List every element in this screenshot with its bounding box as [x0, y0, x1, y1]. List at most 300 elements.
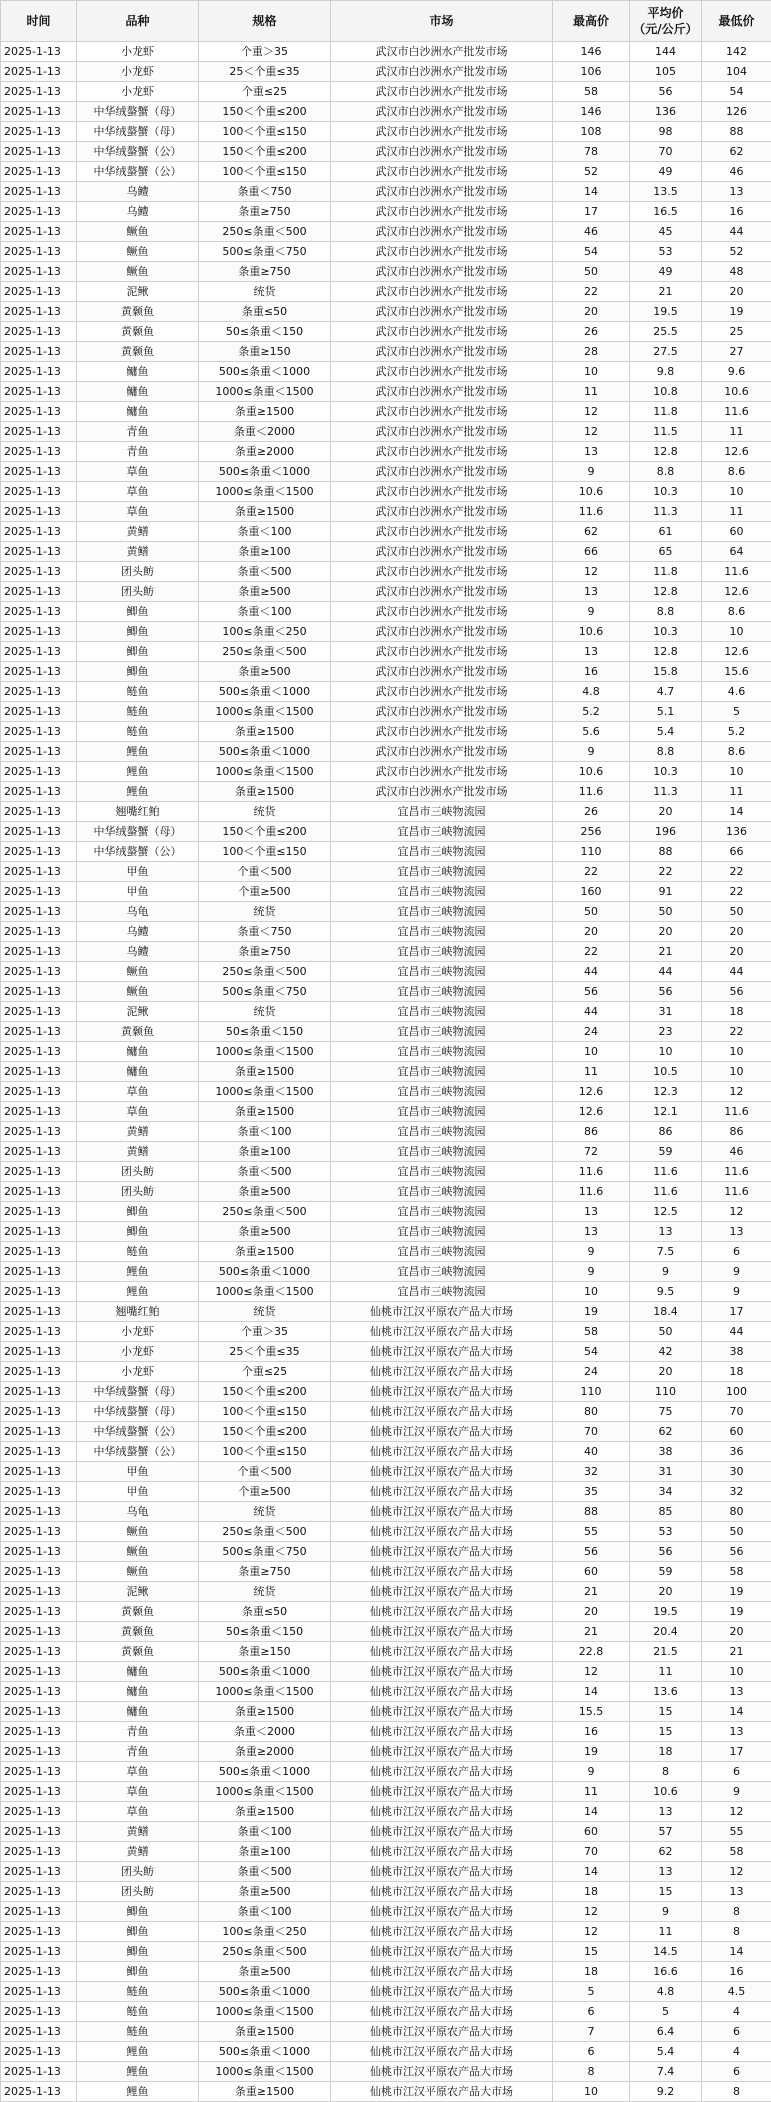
- cell-min-price: 10: [702, 1662, 771, 1682]
- cell-min-price: 17: [702, 1302, 771, 1322]
- cell-avg-price: 13: [630, 1862, 702, 1882]
- table-row: [1, 1122, 771, 1142]
- table-row: [1, 462, 771, 482]
- cell-market: 仙桃市江汉平原农产品大市场: [331, 1942, 553, 1962]
- cell-max-price: 55: [553, 1522, 630, 1542]
- cell-spec: 1000≤条重＜1500: [199, 1082, 331, 1102]
- cell-market: 武汉市白沙洲水产批发市场: [331, 482, 553, 502]
- cell-min-price: 22: [702, 1022, 771, 1042]
- cell-spec: 500≤条重＜1000: [199, 682, 331, 702]
- cell-max-price: 50: [553, 262, 630, 282]
- cell-spec: 100＜个重≤150: [199, 1442, 331, 1462]
- cell-min-price: 36: [702, 1442, 771, 1462]
- cell-avg-price: 5.4: [630, 2042, 702, 2062]
- cell-market: 武汉市白沙洲水产批发市场: [331, 462, 553, 482]
- cell-min-price: 9: [702, 1782, 771, 1802]
- cell-market: 宜昌市三峡物流园: [331, 842, 553, 862]
- cell-variety: 黄颡鱼: [77, 342, 199, 362]
- cell-spec: 统货: [199, 802, 331, 822]
- cell-time: 2025-1-13: [1, 562, 77, 582]
- cell-min-price: 11: [702, 502, 771, 522]
- cell-avg-price: 25.5: [630, 322, 702, 342]
- cell-market: 宜昌市三峡物流园: [331, 962, 553, 982]
- cell-market: 武汉市白沙洲水产批发市场: [331, 42, 553, 62]
- cell-avg-price: 8.8: [630, 602, 702, 622]
- cell-max-price: 110: [553, 842, 630, 862]
- cell-variety: 鳜鱼: [77, 1522, 199, 1542]
- header-row: [1, 1, 771, 42]
- cell-market: 仙桃市江汉平原农产品大市场: [331, 2022, 553, 2042]
- cell-market: 武汉市白沙洲水产批发市场: [331, 202, 553, 222]
- cell-avg-price: 11.6: [630, 1182, 702, 1202]
- cell-time: 2025-1-13: [1, 382, 77, 402]
- header-avg-price: [630, 1, 702, 42]
- cell-min-price: 14: [702, 1942, 771, 1962]
- cell-min-price: 16: [702, 202, 771, 222]
- cell-time: 2025-1-13: [1, 62, 77, 82]
- cell-spec: 25＜个重≤35: [199, 62, 331, 82]
- cell-time: 2025-1-13: [1, 1342, 77, 1362]
- cell-max-price: 54: [553, 1342, 630, 1362]
- cell-min-price: 60: [702, 1422, 771, 1442]
- cell-avg-price: 49: [630, 162, 702, 182]
- cell-variety: 乌龟: [77, 902, 199, 922]
- cell-market: 仙桃市江汉平原农产品大市场: [331, 1982, 553, 2002]
- table-row: [1, 102, 771, 122]
- cell-min-price: 11: [702, 782, 771, 802]
- cell-spec: 条重≥150: [199, 1642, 331, 1662]
- cell-variety: 鲤鱼: [77, 2062, 199, 2082]
- cell-avg-price: 70: [630, 142, 702, 162]
- cell-avg-price: 44: [630, 962, 702, 982]
- cell-time: 2025-1-13: [1, 1762, 77, 1782]
- cell-avg-price: 11: [630, 1922, 702, 1942]
- table-row: [1, 1542, 771, 1562]
- cell-max-price: 4.8: [553, 682, 630, 702]
- table-row: [1, 1982, 771, 2002]
- cell-variety: 草鱼: [77, 502, 199, 522]
- cell-spec: 150＜个重≤200: [199, 1422, 331, 1442]
- cell-avg-price: 49: [630, 262, 702, 282]
- cell-time: 2025-1-13: [1, 1182, 77, 1202]
- cell-spec: 500≤条重＜750: [199, 982, 331, 1002]
- cell-variety: 中华绒螯蟹（公）: [77, 162, 199, 182]
- cell-market: 武汉市白沙洲水产批发市场: [331, 582, 553, 602]
- cell-time: 2025-1-13: [1, 222, 77, 242]
- cell-max-price: 21: [553, 1582, 630, 1602]
- cell-variety: 中华绒螯蟹（母）: [77, 1382, 199, 1402]
- cell-max-price: 256: [553, 822, 630, 842]
- cell-spec: 条重≥500: [199, 662, 331, 682]
- cell-min-price: 13: [702, 1882, 771, 1902]
- cell-spec: 25＜个重≤35: [199, 1342, 331, 1362]
- cell-time: 2025-1-13: [1, 502, 77, 522]
- cell-min-price: 6: [702, 2022, 771, 2042]
- cell-market: 武汉市白沙洲水产批发市场: [331, 162, 553, 182]
- cell-spec: 250≤条重＜500: [199, 642, 331, 662]
- cell-market: 仙桃市江汉平原农产品大市场: [331, 1902, 553, 1922]
- cell-min-price: 13: [702, 1682, 771, 1702]
- cell-spec: 个重＞35: [199, 1322, 331, 1342]
- cell-variety: 青鱼: [77, 442, 199, 462]
- cell-time: 2025-1-13: [1, 842, 77, 862]
- cell-time: 2025-1-13: [1, 862, 77, 882]
- cell-variety: 乌鳢: [77, 922, 199, 942]
- cell-spec: 个重≤25: [199, 82, 331, 102]
- cell-avg-price: 91: [630, 882, 702, 902]
- cell-time: 2025-1-13: [1, 102, 77, 122]
- table-row: [1, 562, 771, 582]
- table-row: [1, 1382, 771, 1402]
- cell-spec: 个重≥500: [199, 1482, 331, 1502]
- table-row: [1, 402, 771, 422]
- cell-avg-price: 15.8: [630, 662, 702, 682]
- table-row: [1, 702, 771, 722]
- cell-market: 武汉市白沙洲水产批发市场: [331, 282, 553, 302]
- cell-time: 2025-1-13: [1, 362, 77, 382]
- cell-max-price: 18: [553, 1962, 630, 1982]
- table-row: [1, 1042, 771, 1062]
- cell-avg-price: 5: [630, 2002, 702, 2022]
- cell-min-price: 11.6: [702, 402, 771, 422]
- cell-time: 2025-1-13: [1, 1462, 77, 1482]
- cell-market: 仙桃市江汉平原农产品大市场: [331, 2042, 553, 2062]
- table-row: [1, 2022, 771, 2042]
- table-row: [1, 142, 771, 162]
- cell-min-price: 19: [702, 1582, 771, 1602]
- cell-avg-price: 11.6: [630, 1162, 702, 1182]
- cell-market: 武汉市白沙洲水产批发市场: [331, 442, 553, 462]
- cell-min-price: 21: [702, 1642, 771, 1662]
- table-row: [1, 482, 771, 502]
- cell-variety: 团头鲂: [77, 582, 199, 602]
- cell-min-price: 88: [702, 122, 771, 142]
- table-row: [1, 1062, 771, 1082]
- cell-variety: 鲤鱼: [77, 762, 199, 782]
- cell-avg-price: 20.4: [630, 1622, 702, 1642]
- cell-spec: 条重≥1500: [199, 502, 331, 522]
- cell-min-price: 8.6: [702, 602, 771, 622]
- cell-max-price: 106: [553, 62, 630, 82]
- table-row: [1, 342, 771, 362]
- cell-avg-price: 15: [630, 1702, 702, 1722]
- cell-variety: 鲫鱼: [77, 642, 199, 662]
- cell-max-price: 9: [553, 1762, 630, 1782]
- cell-avg-price: 11.5: [630, 422, 702, 442]
- table-row: [1, 922, 771, 942]
- cell-avg-price: 9.8: [630, 362, 702, 382]
- header-time: 时间: [1, 1, 77, 42]
- cell-time: 2025-1-13: [1, 1122, 77, 1142]
- cell-spec: 条重＜100: [199, 602, 331, 622]
- cell-market: 武汉市白沙洲水产批发市场: [331, 242, 553, 262]
- cell-avg-price: 11: [630, 1662, 702, 1682]
- cell-avg-price: 5.1: [630, 702, 702, 722]
- cell-min-price: 66: [702, 842, 771, 862]
- cell-max-price: 11: [553, 1062, 630, 1082]
- cell-max-price: 7: [553, 2022, 630, 2042]
- cell-spec: 500≤条重＜1000: [199, 1982, 331, 2002]
- table-row: [1, 1902, 771, 1922]
- cell-min-price: 9: [702, 1262, 771, 1282]
- cell-spec: 150＜个重≤200: [199, 1382, 331, 1402]
- cell-max-price: 11: [553, 382, 630, 402]
- table-row: [1, 942, 771, 962]
- cell-spec: 100＜个重≤150: [199, 1402, 331, 1422]
- cell-max-price: 28: [553, 342, 630, 362]
- cell-max-price: 62: [553, 522, 630, 542]
- cell-market: 仙桃市江汉平原农产品大市场: [331, 1342, 553, 1362]
- cell-spec: 条重≥1500: [199, 2022, 331, 2042]
- cell-market: 武汉市白沙洲水产批发市场: [331, 522, 553, 542]
- cell-time: 2025-1-13: [1, 622, 77, 642]
- cell-market: 宜昌市三峡物流园: [331, 942, 553, 962]
- cell-variety: 黄鳝: [77, 1842, 199, 1862]
- cell-avg-price: 19.5: [630, 302, 702, 322]
- table-row: [1, 842, 771, 862]
- cell-market: 宜昌市三峡物流园: [331, 1122, 553, 1142]
- table-row: [1, 1922, 771, 1942]
- table-row: [1, 1722, 771, 1742]
- cell-min-price: 32: [702, 1482, 771, 1502]
- cell-market: 武汉市白沙洲水产批发市场: [331, 302, 553, 322]
- cell-min-price: 10: [702, 762, 771, 782]
- cell-spec: 条重≤50: [199, 1602, 331, 1622]
- cell-market: 武汉市白沙洲水产批发市场: [331, 562, 553, 582]
- cell-spec: 500≤条重＜750: [199, 242, 331, 262]
- cell-avg-price: 9.5: [630, 1282, 702, 1302]
- cell-avg-price: 59: [630, 1562, 702, 1582]
- table-row: [1, 1582, 771, 1602]
- cell-avg-price: 11.8: [630, 562, 702, 582]
- cell-variety: 鲢鱼: [77, 702, 199, 722]
- cell-time: 2025-1-13: [1, 1202, 77, 1222]
- cell-spec: 条重＜100: [199, 1902, 331, 1922]
- cell-time: 2025-1-13: [1, 482, 77, 502]
- cell-min-price: 19: [702, 1602, 771, 1622]
- cell-time: 2025-1-13: [1, 302, 77, 322]
- cell-time: 2025-1-13: [1, 1562, 77, 1582]
- cell-avg-price: 53: [630, 1522, 702, 1542]
- cell-variety: 团头鲂: [77, 1182, 199, 1202]
- cell-variety: 团头鲂: [77, 562, 199, 582]
- cell-time: 2025-1-13: [1, 2062, 77, 2082]
- cell-spec: 统货: [199, 1002, 331, 1022]
- cell-spec: 250≤条重＜500: [199, 1522, 331, 1542]
- cell-time: 2025-1-13: [1, 1082, 77, 1102]
- cell-min-price: 12.6: [702, 582, 771, 602]
- table-row: [1, 1002, 771, 1022]
- cell-spec: 条重≥750: [199, 1562, 331, 1582]
- cell-avg-price: 4.7: [630, 682, 702, 702]
- cell-min-price: 136: [702, 822, 771, 842]
- cell-time: 2025-1-13: [1, 402, 77, 422]
- cell-market: 宜昌市三峡物流园: [331, 882, 553, 902]
- cell-spec: 统货: [199, 902, 331, 922]
- table-row: [1, 2002, 771, 2022]
- table-row: [1, 422, 771, 442]
- cell-min-price: 12: [702, 1082, 771, 1102]
- cell-variety: 小龙虾: [77, 1362, 199, 1382]
- cell-variety: 鲫鱼: [77, 662, 199, 682]
- table-row: [1, 982, 771, 1002]
- cell-max-price: 5.2: [553, 702, 630, 722]
- cell-variety: 鲫鱼: [77, 1902, 199, 1922]
- cell-max-price: 12: [553, 422, 630, 442]
- cell-avg-price: 18.4: [630, 1302, 702, 1322]
- cell-avg-price: 9.2: [630, 2082, 702, 2102]
- cell-avg-price: 16.6: [630, 1962, 702, 1982]
- cell-market: 武汉市白沙洲水产批发市场: [331, 742, 553, 762]
- cell-avg-price: 21: [630, 282, 702, 302]
- cell-variety: 中华绒螯蟹（母）: [77, 122, 199, 142]
- cell-variety: 黄鳝: [77, 1822, 199, 1842]
- cell-time: 2025-1-13: [1, 1722, 77, 1742]
- cell-avg-price: 59: [630, 1142, 702, 1162]
- cell-min-price: 19: [702, 302, 771, 322]
- table-row: [1, 822, 771, 842]
- cell-time: 2025-1-13: [1, 1242, 77, 1262]
- cell-variety: 草鱼: [77, 1082, 199, 1102]
- cell-time: 2025-1-13: [1, 1942, 77, 1962]
- cell-variety: 黄颡鱼: [77, 322, 199, 342]
- cell-min-price: 100: [702, 1382, 771, 1402]
- cell-min-price: 11.6: [702, 562, 771, 582]
- cell-max-price: 9: [553, 742, 630, 762]
- cell-market: 仙桃市江汉平原农产品大市场: [331, 1822, 553, 1842]
- cell-market: 仙桃市江汉平原农产品大市场: [331, 1442, 553, 1462]
- cell-variety: 鳙鱼: [77, 1702, 199, 1722]
- cell-market: 武汉市白沙洲水产批发市场: [331, 782, 553, 802]
- cell-min-price: 58: [702, 1842, 771, 1862]
- cell-max-price: 40: [553, 1442, 630, 1462]
- table-row: [1, 1562, 771, 1582]
- cell-avg-price: 50: [630, 1322, 702, 1342]
- cell-time: 2025-1-13: [1, 2022, 77, 2042]
- cell-time: 2025-1-13: [1, 82, 77, 102]
- cell-time: 2025-1-13: [1, 942, 77, 962]
- table-row: [1, 1322, 771, 1342]
- cell-max-price: 72: [553, 1142, 630, 1162]
- cell-variety: 鳜鱼: [77, 1542, 199, 1562]
- cell-spec: 统货: [199, 1502, 331, 1522]
- cell-market: 宜昌市三峡物流园: [331, 982, 553, 1002]
- cell-max-price: 22: [553, 282, 630, 302]
- cell-max-price: 15: [553, 1942, 630, 1962]
- cell-avg-price: 9: [630, 1262, 702, 1282]
- cell-max-price: 6: [553, 2042, 630, 2062]
- table-row: [1, 782, 771, 802]
- cell-avg-price: 13: [630, 1222, 702, 1242]
- cell-avg-price: 10.3: [630, 622, 702, 642]
- cell-market: 宜昌市三峡物流园: [331, 902, 553, 922]
- cell-spec: 条重≥500: [199, 1182, 331, 1202]
- cell-variety: 黄颡鱼: [77, 1022, 199, 1042]
- cell-variety: 鳜鱼: [77, 222, 199, 242]
- cell-market: 武汉市白沙洲水产批发市场: [331, 142, 553, 162]
- cell-market: 武汉市白沙洲水产批发市场: [331, 722, 553, 742]
- cell-avg-price: 23: [630, 1022, 702, 1042]
- cell-min-price: 25: [702, 322, 771, 342]
- cell-time: 2025-1-13: [1, 1962, 77, 1982]
- cell-spec: 1000≤条重＜1500: [199, 1042, 331, 1062]
- cell-min-price: 46: [702, 1142, 771, 1162]
- cell-avg-price: 8: [630, 1762, 702, 1782]
- cell-time: 2025-1-13: [1, 1142, 77, 1162]
- cell-min-price: 27: [702, 342, 771, 362]
- cell-spec: 条重≥2000: [199, 442, 331, 462]
- cell-market: 仙桃市江汉平原农产品大市场: [331, 1402, 553, 1422]
- cell-market: 武汉市白沙洲水产批发市场: [331, 122, 553, 142]
- cell-min-price: 46: [702, 162, 771, 182]
- cell-market: 武汉市白沙洲水产批发市场: [331, 262, 553, 282]
- cell-time: 2025-1-13: [1, 1382, 77, 1402]
- cell-time: 2025-1-13: [1, 1282, 77, 1302]
- cell-variety: 鲫鱼: [77, 1922, 199, 1942]
- table-row: [1, 502, 771, 522]
- cell-avg-price: 88: [630, 842, 702, 862]
- cell-time: 2025-1-13: [1, 1902, 77, 1922]
- cell-spec: 100≤条重＜250: [199, 622, 331, 642]
- cell-market: 仙桃市江汉平原农产品大市场: [331, 1322, 553, 1342]
- cell-market: 仙桃市江汉平原农产品大市场: [331, 1662, 553, 1682]
- cell-time: 2025-1-13: [1, 42, 77, 62]
- cell-market: 宜昌市三峡物流园: [331, 922, 553, 942]
- cell-min-price: 4: [702, 2042, 771, 2062]
- table-row: [1, 42, 771, 62]
- cell-avg-price: 10.3: [630, 762, 702, 782]
- cell-variety: 鲫鱼: [77, 622, 199, 642]
- cell-spec: 条重≥1500: [199, 1802, 331, 1822]
- cell-spec: 条重≥1500: [199, 1102, 331, 1122]
- cell-spec: 条重≥500: [199, 1222, 331, 1242]
- cell-min-price: 5: [702, 702, 771, 722]
- cell-variety: 乌鳢: [77, 182, 199, 202]
- cell-market: 仙桃市江汉平原农产品大市场: [331, 2002, 553, 2022]
- cell-min-price: 44: [702, 962, 771, 982]
- cell-spec: 1000≤条重＜1500: [199, 2002, 331, 2022]
- cell-market: 宜昌市三峡物流园: [331, 1102, 553, 1122]
- cell-variety: 鲤鱼: [77, 2042, 199, 2062]
- cell-max-price: 12: [553, 402, 630, 422]
- cell-max-price: 108: [553, 122, 630, 142]
- cell-time: 2025-1-13: [1, 1262, 77, 1282]
- table-row: [1, 62, 771, 82]
- table-row: [1, 202, 771, 222]
- cell-max-price: 13: [553, 582, 630, 602]
- cell-market: 宜昌市三峡物流园: [331, 1142, 553, 1162]
- cell-time: 2025-1-13: [1, 1542, 77, 1562]
- cell-min-price: 12: [702, 1862, 771, 1882]
- table-row: [1, 1362, 771, 1382]
- cell-min-price: 56: [702, 982, 771, 1002]
- cell-min-price: 4: [702, 2002, 771, 2022]
- table-row: [1, 662, 771, 682]
- cell-max-price: 11.6: [553, 502, 630, 522]
- cell-spec: 条重≥500: [199, 582, 331, 602]
- cell-variety: 乌龟: [77, 1502, 199, 1522]
- cell-spec: 条重＜750: [199, 182, 331, 202]
- table-row: [1, 1022, 771, 1042]
- cell-min-price: 10: [702, 622, 771, 642]
- cell-max-price: 14: [553, 182, 630, 202]
- cell-variety: 中华绒螯蟹（公）: [77, 1422, 199, 1442]
- cell-max-price: 26: [553, 802, 630, 822]
- cell-variety: 泥鳅: [77, 1002, 199, 1022]
- cell-max-price: 10: [553, 1042, 630, 1062]
- cell-spec: 500≤条重＜1000: [199, 1662, 331, 1682]
- cell-min-price: 70: [702, 1402, 771, 1422]
